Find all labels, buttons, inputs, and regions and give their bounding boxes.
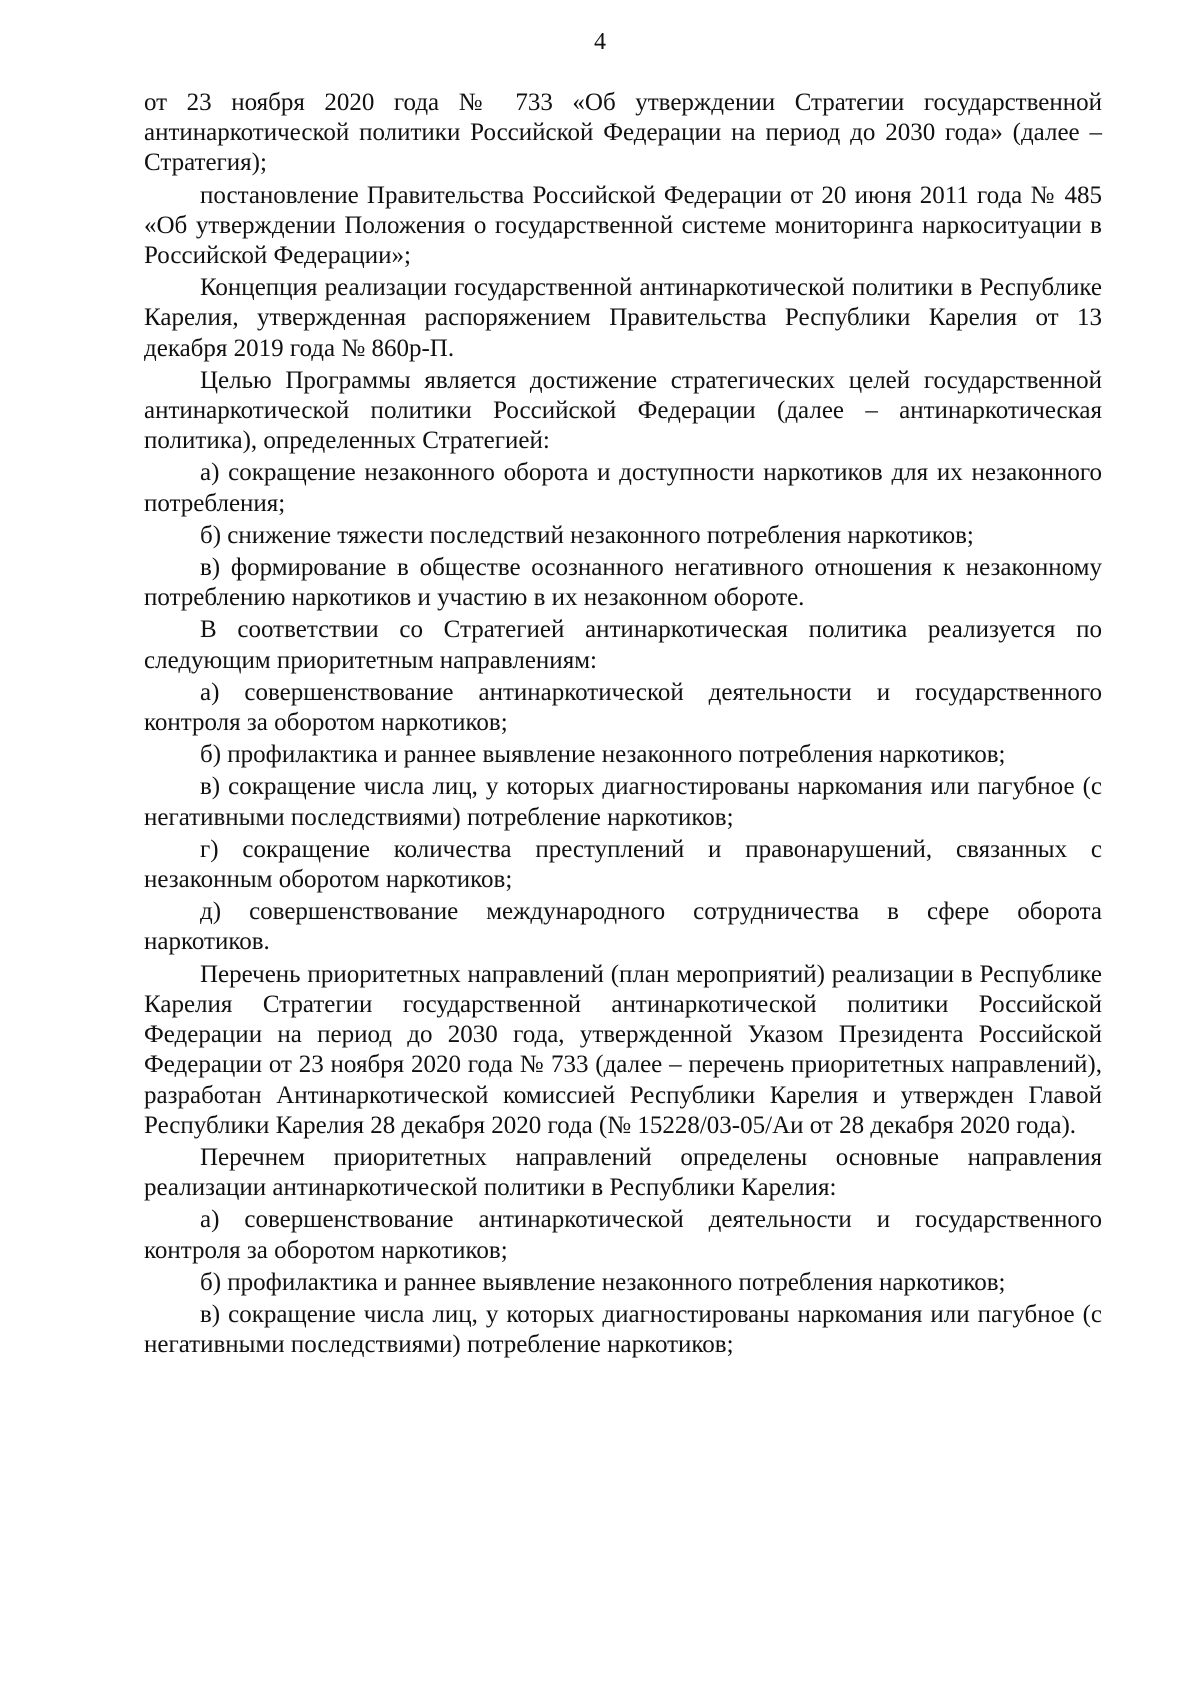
goal-item-b: б) снижение тяжести последствий незаконного потребления наркотиков; — [200, 521, 974, 549]
direction-item-a: а) совершенствование антинаркотической деятельности и государственного контроля за оборотом наркотиков; — [144, 678, 1102, 737]
paragraph-program-goal: Целью Программы является достижение стратегических целей государственной антинаркотической политики Российской Федерации (далее – антинаркотическая политика), определенных Стратегией: — [144, 366, 1102, 455]
paragraph-government-resolution: постановление Правительства Российской Федерации от 20 июня 2011 года № 485 «Об утверждении Положения о государственной системе мониторинга наркоситуации в Российской Федерации»; — [144, 181, 1102, 270]
goal-item-a: а) сокращение незаконного оборота и доступности наркотиков для их незаконного потребления; — [144, 459, 1102, 517]
direction-item-e: д) совершенствование международного сотрудничества в сфере оборота наркотиков. — [144, 898, 1102, 956]
paragraph-concept: Концепция реализации государственной антинаркотической политики в Республике Карелия, утвержденная распоряжением Правительства Республики Карелия от 13 декабря 2019 года № 860р-П. — [144, 274, 1102, 362]
main-direction-item-b: б) профилактика и раннее выявление незаконного потребления наркотиков; — [200, 1268, 1006, 1296]
goal-item-c: в) формирование в обществе осознанного негативного отношения к незаконному потреблению наркотиков и участию в их незаконном обороте. — [144, 554, 1102, 612]
paragraph-priority-directions: В соответствии со Стратегией антинаркотическая политика реализуется по следующим приоритетным направлениям: — [144, 616, 1102, 674]
direction-item-b: б) профилактика и раннее выявление незаконного потребления наркотиков; — [200, 741, 1006, 769]
page-number: 4 — [594, 29, 606, 55]
main-direction-item-a: а) совершенствование антинаркотической деятельности и государственного контроля за оборотом наркотиков; — [144, 1206, 1102, 1264]
direction-item-d: г) сокращение количества преступлений и правонарушений, связанных с незаконным оборотом наркотиков; — [144, 835, 1102, 894]
paragraph-main-directions: Перечнем приоритетных направлений определены основные направления реализации антинаркотической политики в Республики Карелия: — [144, 1143, 1102, 1202]
main-direction-item-c: в) сокращение числа лиц, у которых диагностированы наркомания или пагубное (с негативными последствиями) потребление наркотиков; — [144, 1300, 1102, 1359]
document-body — [144, 88, 1102, 1362]
paragraph-strategy-decree: от 23 ноября 2020 года № 733 «Об утверждении Стратегии государственной антинаркотической политики Российской Федерации на период до 2030 года» (далее – Стратегия); — [144, 89, 1102, 177]
direction-item-c: в) сокращение числа лиц, у которых диагностированы наркомания или пагубное (с негативными последствиями) потребление наркотиков; — [144, 773, 1102, 831]
paragraph-priority-list: Перечень приоритетных направлений (план мероприятий) реализации в Республике Карелия Стратегии государственной антинаркотической политики Российской Федерации на период до 2030 года, утвержденной Указом Президента Российской Федерации от 23 ноября 2020 года № 733 (далее – перечень приоритетных направлений), разработан Антинаркотической комиссией Республики Карелия и утвержден Главой Республики Карелия 28 декабря 2020 года (№ 15228/03-05/Аи от 28 декабря 2020 года). — [144, 960, 1102, 1139]
